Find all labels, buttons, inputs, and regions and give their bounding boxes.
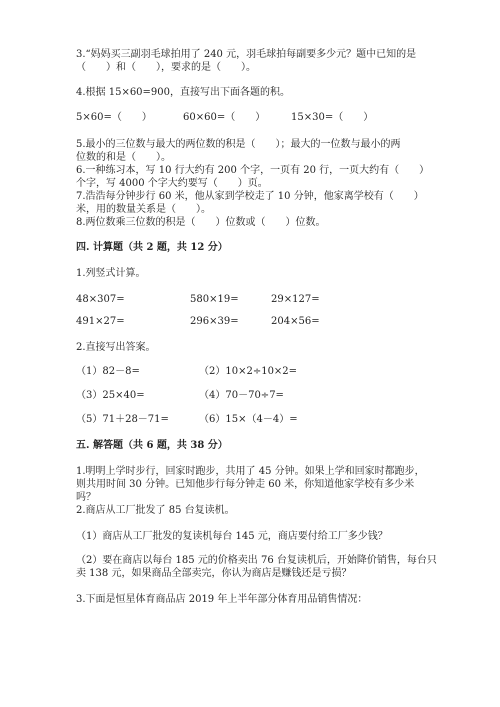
s5-q3: 3.下面是恒星体育商品店 2019 年上半年部分体育用品销售情况： [76,594,368,605]
q4-item-1: 5×60=（ ） [76,112,152,123]
q3-line2: （ ）和（ ），要求的是（ ）。 [76,62,256,73]
calc-item: 48×307= [76,294,125,305]
calc-item: 296×39= [190,316,239,327]
q4-item-2: 60×60=（ ） [183,112,266,123]
q8: 8.两位数乘三位数的积是（ ）位数或（ ）位数。 [76,217,326,228]
s5-q1-line2: 则共用时间 30 分钟。已知他步行每分钟走 60 米，你知道他家学校有多少米 [76,479,415,490]
calc-item: 204×56= [271,316,320,327]
calc-item: 29×127= [271,294,320,305]
q5-line1: 5.最小的三位数与最大的两位数的积是（ ）；最大的一位数与最小的两 [76,139,401,150]
q6-line2: 个字，写 4000 个字大约要写（ ）页。 [76,178,268,189]
s5-q1-line1: 1.明明上学时步行，回家时跑步，共用了 45 分钟。如果上学和回家时都跑步， [76,466,425,477]
direct-answer-title: 2.直接写出答案。 [76,342,156,353]
q3-line1: 3.“妈妈买三副羽毛球拍用了 240 元，羽毛球拍每副要多少元？题中已知的是 [76,49,417,60]
q5-line2: 位数的和是（ ）。 [76,152,171,163]
calc-item: 491×27= [76,316,125,327]
q4-prompt: 4.根据 15×60=900，直接写出下面各题的积。 [76,87,291,98]
direct-answer-item: （5）71＋28－71= [76,414,169,425]
direct-answer-item: （6）15×（4－4）= [199,414,298,425]
s5-q1-line3: 吗？ [76,492,96,503]
section5-heading: 五. 解答题（共 6 题，共 38 分） [76,440,228,451]
q7-line2: 米，用的数量关系是（ ）。 [76,204,211,215]
section4-heading: 四. 计算题（共 2 题，共 12 分） [76,242,228,253]
q6-line1: 6.一种练习本，写 10 行大约有 200 个字，一页有 20 行，一页大约有（ ） [76,165,430,176]
s5-q2-sub1: （1）商店从工厂批发的复读机每台 145 元，商店要付给工厂多少钱？ [76,531,388,542]
direct-answer-item: （3）25×40= [76,390,145,401]
direct-answer-item: （1）82－8= [76,366,140,377]
s5-q2-sub2-line2: 卖 138 元，如果商品全部卖完，你认为商店是赚钱还是亏损？ [76,568,352,579]
direct-answer-item: （2）10×2÷10×2= [199,366,298,377]
direct-answer-item: （4）70－70÷7= [199,390,284,401]
q4-item-3: 15×30=（ ） [291,112,374,123]
s5-q2-sub2-line1: （2）要在商店以每台 185 元的价格卖出 76 台复读机后，开始降价销售，每台只 [76,555,437,566]
vertical-calc-title: 1.列竖式计算。 [76,268,146,279]
q7-line1: 7.浩浩每分钟步行 60 米，他从家到学校走了 10 分钟，他家离学校有（ ） [76,191,424,202]
calc-item: 580×19= [190,294,239,305]
s5-q2-intro: 2.商店从工厂批发了 85 台复读机。 [76,505,235,516]
